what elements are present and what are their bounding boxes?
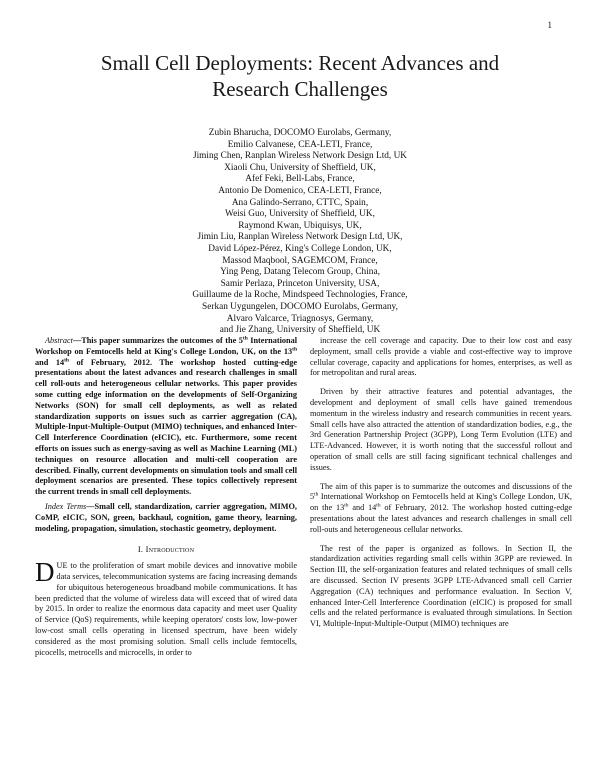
body-text: of February, 2012. The workshop hosted cutting-edge presentations about the latest advances and research challenges in small cell roll-outs and heterogeneous cellular networks. bbox=[310, 503, 572, 534]
author-line: and Jie Zhang, University of Sheffield, UK bbox=[219, 325, 381, 336]
author-line: David López-Pérez, King's College London, UK, bbox=[208, 243, 392, 254]
author-line: Raymond Kwan, Ubiquisys, UK, bbox=[238, 220, 362, 231]
ordinal-suffix: th bbox=[242, 335, 248, 342]
body-text: International Workshop on Femtocells held at King's College London, UK, on the 13 bbox=[310, 492, 572, 513]
body-text: and 14 bbox=[348, 503, 377, 513]
author-line: Afef Feki, Bell-Labs, France, bbox=[245, 174, 355, 185]
section-numeral: I. bbox=[137, 544, 144, 555]
ordinal-suffix: th bbox=[292, 346, 297, 353]
abstract-text: and 14 bbox=[35, 357, 65, 367]
page-number: 1 bbox=[547, 20, 552, 30]
index-terms-text: Small cell, standardization, carrier aggregation, MIMO, CoMP, eICIC, SON, green, backhaul, cognition, game theory, learning, modeling, propagation, simulation, stochastic geometry, deployment. bbox=[35, 501, 297, 533]
body-text: The aim of this paper is to summarize the outcomes and discussions of the 5 bbox=[310, 481, 572, 502]
author-line: Serkan Uygungelen, DOCOMO Eurolabs, Germany, bbox=[202, 301, 398, 312]
intro-paragraph: DUE to the proliferation of smart mobile devices and innovative mobile data services, telecommunication systems are facing increasing demands for ubiquitous heterogeneous broadband mobile communications. It has been predicted that the volume of wireless data will exceed that of wired data by 2015. In order to realize the enormous data capacity and meet user Quality of Service (QoS) requirements, while keeping operators' costs low, low-power low-cost small cells operating in licensed spectrum, have been widely considered as the most promising solution. Small cells include femtocells, picocells, metrocells and microcells, in order to bbox=[35, 557, 297, 657]
body-paragraph bbox=[310, 482, 572, 536]
author-line: Zubin Bharucha, DOCOMO Eurolabs, Germany, bbox=[208, 128, 392, 138]
title-line: Research Challenges bbox=[212, 77, 388, 101]
abstract-text: International Workshop on Femtocells held at King's College London, UK, on the 13 bbox=[35, 336, 297, 356]
section-title: Introduction bbox=[145, 544, 195, 555]
title-line: Small Cell Deployments: Recent Advances and bbox=[100, 51, 500, 75]
author-line: Ying Peng, Datang Telecom Group, China, bbox=[220, 267, 380, 278]
abstract-dash: — bbox=[72, 336, 82, 345]
paper-title bbox=[40, 50, 560, 102]
author-line: Ana Galindo-Serrano, CTTC, Spain, bbox=[231, 197, 369, 208]
index-terms bbox=[35, 502, 297, 534]
body-paragraph: Driven by their attractive features and potential advantages, the development and deployment of small cells have gained tremendous momentum in the wireless industry and research communities in recent years. Small cells have also attracted the attention of standardization bodies, e.g., the 3rd Generation Partnership Project (3GPP), Long Term Evolution (LTE) and LTE-Advanced. However, it is worth noting that the successful rollout and operation of small cells are still facing significant technical challenges and issues. bbox=[310, 387, 572, 472]
author-line: Alvaro Valcarce, Triagnosys, Germany, bbox=[226, 313, 374, 324]
left-column bbox=[35, 336, 297, 658]
body-paragraph: The rest of the paper is organized as follows. In Section II, the standardization activities regarding small cells within 3GPP are reviewed. In Section III, the self-organization features and related techniques of small cells are discussed. Section IV presents 3GPP LTE-Advanced small cell Carrier Aggregation (CA) techniques and performance evaluation. In Section V, enhanced Inter-Cell Interference Coordination (eICIC) is proposed for small cells and the related performance is evaluated through simulations. In Section VI, Multiple-Input-Multiple-Output (MIMO) techniques are bbox=[310, 543, 572, 629]
ordinal-suffix: th bbox=[376, 502, 381, 509]
abstract-text: of February, 2012. The workshop hosted cutting-edge presentations about the latest advances and research challenges in small cell roll-outs and heterogeneous cellular networks. This paper provides some cutting edge information on the developments of Self-Organizing Networks (SON) for small cell deployments, as well as related standardization supports on issues such as carrier aggregation (CA), Multiple-Input-Multiple-Output (MIMO) techniques, and enhanced Inter-Cell Interference Coordination (eICIC), etc. Furthermore, some recent efforts on issues such as energy-saving as well as Machine Learning (ML) techniques on resource allocation and multi-cell cooperation are described. Finally, current developments on simulation tools and small cell deployment scenarios are presented. These topics collectively represent the current trends in small cell deployments. bbox=[35, 357, 297, 497]
author-line: Antonio De Domenico, CEA-LETI, France, bbox=[218, 185, 382, 196]
body-paragraph: increase the cell coverage and capacity. Due to their low cost and easy deployment, small cells provide a viable and cost-effective way to improve cellular coverage, capacity and applications for homes, enterprises, as well as for metropolitan and rural areas. bbox=[310, 336, 572, 378]
author-line: Guillaume de la Roche, Mindspeed Technologies, France, bbox=[192, 290, 408, 301]
author-line: Samir Perlaza, Princeton University, USA, bbox=[220, 278, 380, 289]
ordinal-suffix: th bbox=[64, 356, 69, 363]
index-terms-label: Index Terms bbox=[45, 501, 87, 511]
abstract-text: This paper summarizes the outcomes of the 5 bbox=[81, 336, 243, 345]
ordinal-suffix: th bbox=[344, 502, 349, 509]
abstract-label: Abstract bbox=[45, 336, 73, 345]
author-line: Massod Maqbool, SAGEMCOM, France, bbox=[222, 255, 378, 266]
right-column bbox=[310, 336, 572, 638]
author-line: Weisi Guo, University of Sheffield, UK, bbox=[225, 209, 375, 220]
section-heading bbox=[35, 544, 297, 555]
ordinal-suffix: th bbox=[314, 491, 319, 498]
author-line: Jimin Liu, Ranplan Wireless Network Design Ltd, UK, bbox=[197, 232, 403, 243]
author-list bbox=[60, 128, 540, 337]
author-line: Emilio Calvanese, CEA-LETI, France, bbox=[227, 139, 373, 150]
index-terms-dash: — bbox=[86, 501, 95, 511]
author-line: Xiaoli Chu, University of Sheffield, UK, bbox=[224, 162, 376, 173]
abstract bbox=[35, 336, 297, 498]
author-line: Jiming Chen, Ranplan Wireless Network Design Ltd, UK bbox=[192, 151, 408, 162]
